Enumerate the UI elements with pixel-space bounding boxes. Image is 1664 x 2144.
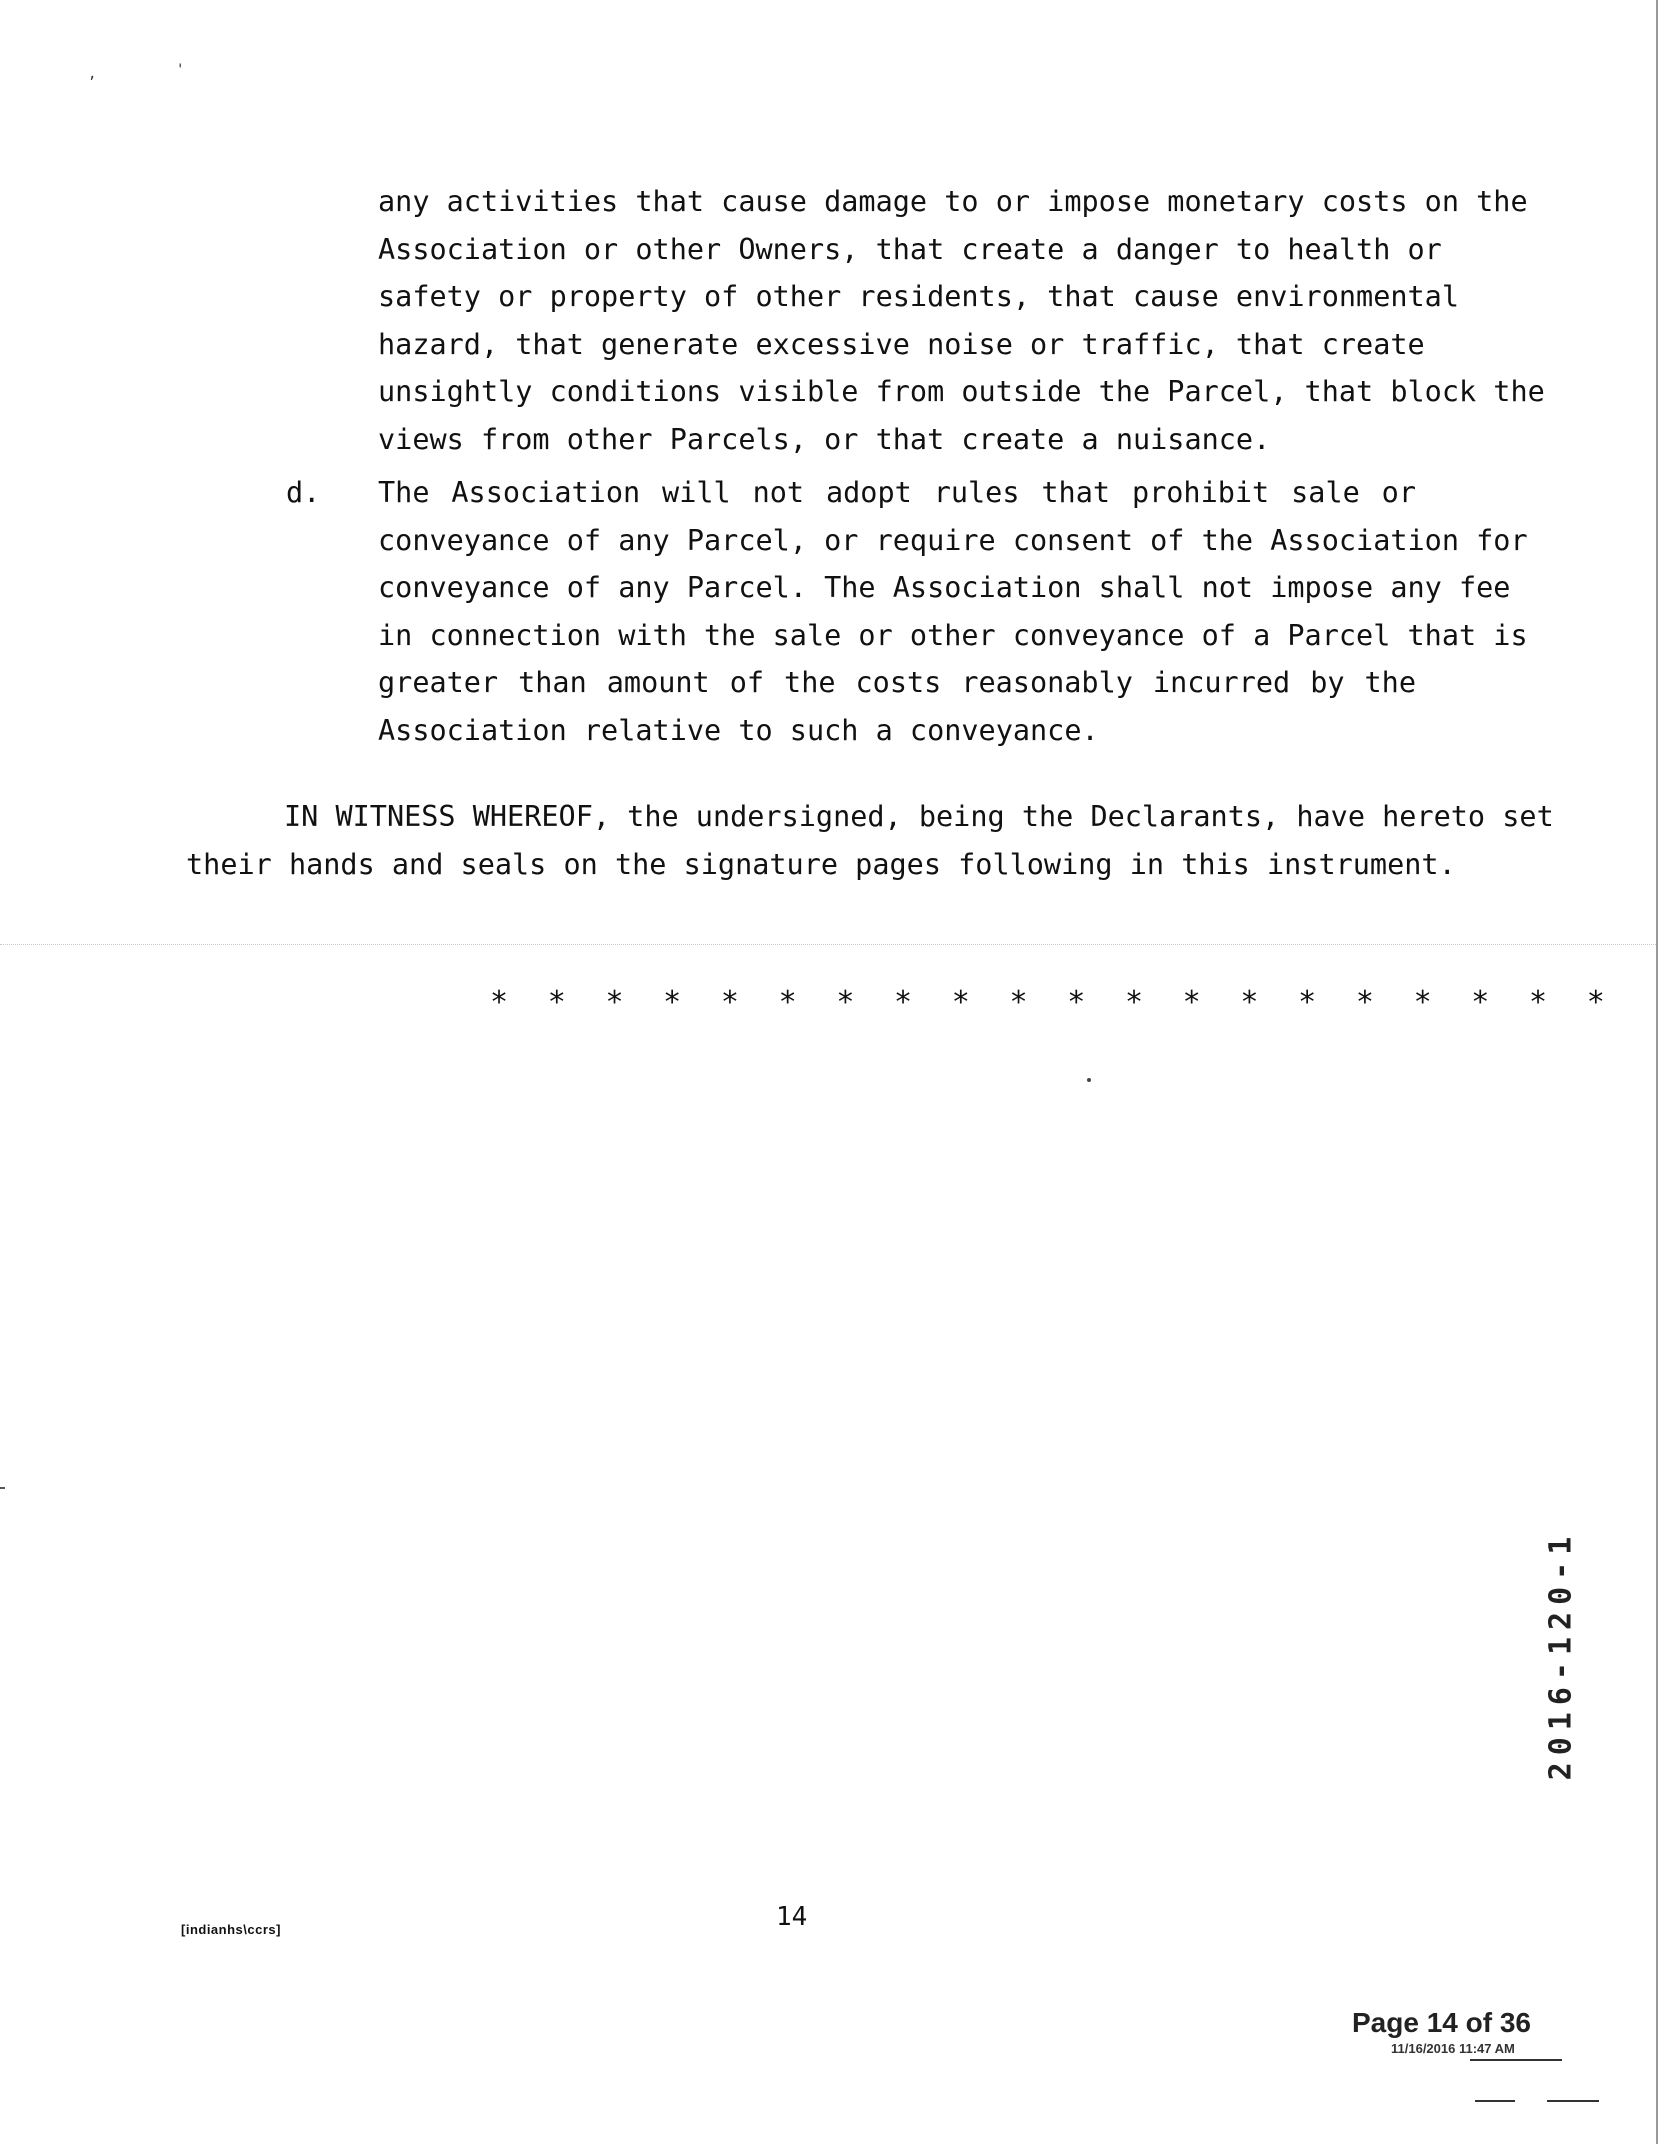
paragraph-line: unsightly conditions visible from outside the Parcel, that block the <box>378 375 1545 408</box>
paragraph-line: The Association will not adopt rules that prohibit sale or <box>378 476 1416 509</box>
footer-timestamp: 11/16/2016 11:47 AM <box>1391 2041 1515 2056</box>
paragraph-line: safety or property of other residents, that cause environmental <box>378 280 1459 313</box>
scan-speck: ' <box>176 62 185 78</box>
paragraph-line: greater than amount of the costs reasonably incurred by the <box>378 666 1416 699</box>
continued-paragraph <box>378 178 1545 463</box>
paragraph-line: any activities that cause damage to or impose monetary costs on the <box>378 185 1528 218</box>
scan-speck <box>1087 1078 1091 1082</box>
paragraph-line: hazard, that generate excessive noise or traffic, that create <box>378 327 1425 361</box>
paragraph-line: views from other Parcels, or that create a nuisance. <box>378 422 1271 456</box>
section-separator: * * * * * * * * * * * * * * * * * * * * <box>490 985 1616 1020</box>
paragraph-line: Association relative to such a conveyance. <box>378 713 1099 747</box>
recording-number: 2016-120-1 <box>1543 1529 1579 1781</box>
witness-clause <box>186 793 1554 888</box>
witness-line: IN WITNESS WHEREOF, the undersigned, being the Declarants, have hereto set <box>284 800 1554 833</box>
page-of-label: Page 14 of 36 <box>1352 2007 1531 2038</box>
footer-rule <box>1470 2059 1562 2061</box>
page-number: 14 <box>776 1902 808 1932</box>
paragraph-line: Association or other Owners, that create a danger to health or <box>378 232 1442 266</box>
witness-line: their hands and seals on the signature pages following in this instrument. <box>186 847 1456 881</box>
scan-speck <box>0 1487 5 1489</box>
footer-rule <box>1547 2100 1599 2102</box>
paragraph-line: conveyance of any Parcel, or require consent of the Association for <box>378 523 1528 557</box>
paragraph-line: in connection with the sale or other conveyance of a Parcel that is <box>378 618 1528 652</box>
scan-artifact-line <box>0 944 1656 945</box>
item-d-marker: d. <box>286 476 321 509</box>
file-reference: [indianhs\ccrs] <box>181 1922 281 1937</box>
footer-rule <box>1475 2100 1515 2102</box>
page-edge <box>1656 0 1658 2144</box>
scan-speck: , <box>88 66 97 82</box>
paragraph-line: conveyance of any Parcel. The Association shall not impose any fee <box>378 571 1511 604</box>
item-d-paragraph <box>378 469 1528 754</box>
recording-stamp <box>1543 1490 1579 1820</box>
